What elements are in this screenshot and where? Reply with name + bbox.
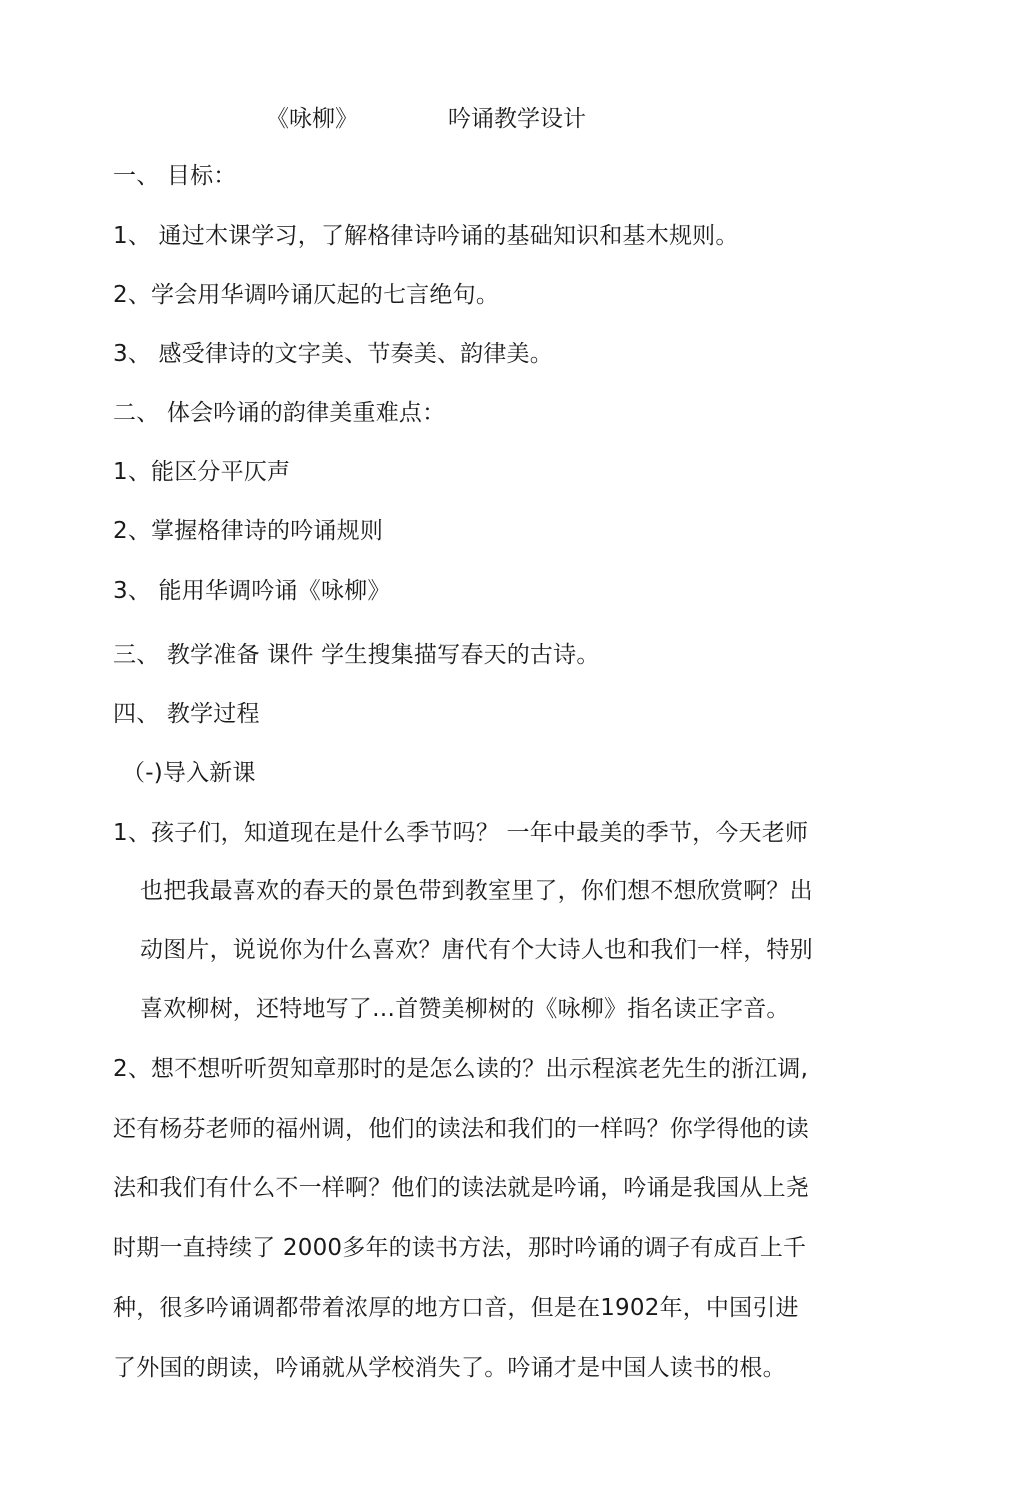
- section-heading-process: 四、 教学过程: [113, 701, 260, 727]
- paragraph-2-line-3: 法和我们有什么不一样啊？他们的读法就是吟诵，吟诵是我国从上尧: [113, 1175, 809, 1201]
- paragraph-2-line-6: 了外国的朗读，吟诵就从学校消失了。吟诵才是中国人读书的根。: [113, 1355, 786, 1381]
- goal-item-3: 3、 感受律诗的文字美、节奏美、韵律美。: [113, 341, 553, 367]
- section-heading-goals: 一、 目标：: [113, 163, 237, 189]
- subsection-heading-intro: （-)导入新课: [122, 760, 256, 786]
- difficulty-item-3: 3、 能用华调吟诵《咏柳》: [113, 578, 391, 604]
- paragraph-1-line-4: 喜欢柳树，还特地写了…首赞美柳树的《咏柳》指名读正字音。: [140, 996, 790, 1022]
- section-heading-preparation: 三、 教学准备 课件 学生搜集描写春天的古诗。: [113, 642, 600, 668]
- paragraph-1-line-2: 也把我最喜欢的春天的景色带到教室里了，你们想不想欣赏啊？出: [140, 878, 813, 904]
- goal-item-2: 2、学会用华调吟诵仄起的七言绝句。: [113, 282, 500, 308]
- difficulty-item-1: 1、能区分平仄声: [113, 459, 291, 485]
- goal-item-1: 1、 通过木课学习，了解格律诗吟诵的基础知识和基木规则。: [113, 223, 739, 249]
- difficulty-item-2: 2、掌握格律诗的吟诵规则: [113, 518, 384, 544]
- paragraph-2-line-2: 还有杨芬老师的福州调，他们的读法和我们的一样吗？你学得他的读: [113, 1116, 809, 1142]
- document-title-poem: 《咏柳》: [266, 106, 358, 132]
- paragraph-1-line-1: 1、孩子们，知道现在是什么季节吗？ 一年中最美的季节，今天老师: [113, 820, 809, 846]
- paragraph-2-line-5: 种，很多吟诵调都带着浓厚的地方口音，但是在1902年，中国引进: [113, 1295, 799, 1321]
- paragraph-1-line-3: 动图片，说说你为什么喜欢？唐代有个大诗人也和我们一样，特别: [140, 937, 813, 963]
- section-heading-difficulties: 二、 体会吟诵的韵律美重难点：: [113, 400, 446, 426]
- paragraph-2-line-4: 时期一直持续了 2000多年的读书方法，那时吟诵的调子有成百上千: [113, 1235, 807, 1261]
- document-title-design: 吟诵教学设计: [448, 106, 586, 132]
- paragraph-2-line-1: 2、想不想听听贺知章那时的是怎么读的？出示程滨老先生的浙江调,: [113, 1056, 809, 1082]
